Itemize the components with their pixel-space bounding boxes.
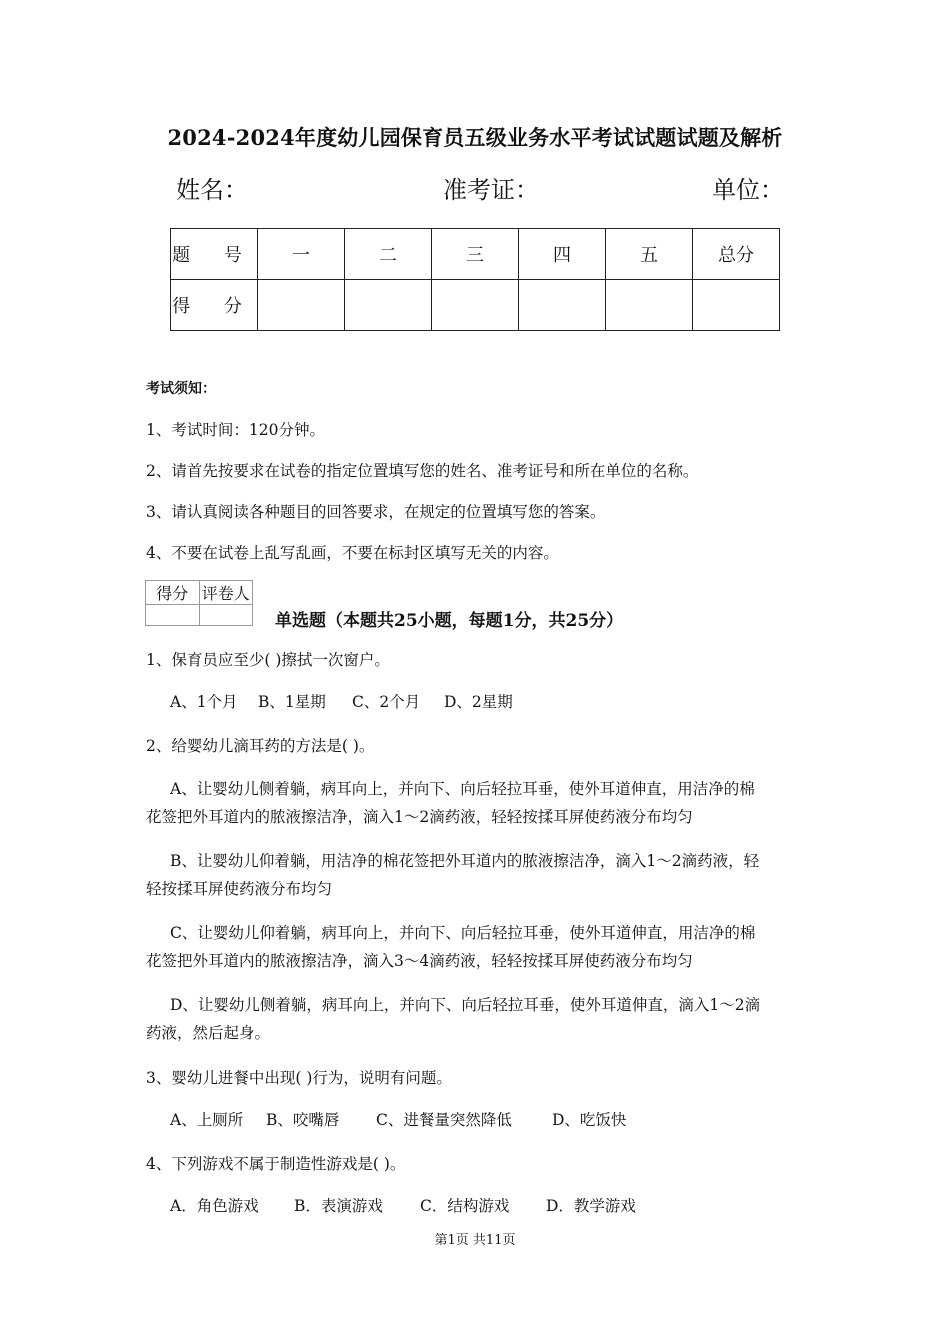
option-a-line-1: A、让婴幼儿侧着躺，病耳向上，并向下、向后轻拉耳垂，使外耳道伸直，用洁净的棉 <box>170 780 755 798</box>
option-d: D．教学游戏 <box>546 1197 636 1215</box>
option-c: C．结构游戏 <box>420 1197 510 1215</box>
notice-item: 4、不要在试卷上乱写乱画，不要在标封区填写无关的内容。 <box>146 544 559 562</box>
notice-heading: 考试须知： <box>146 381 216 397</box>
option-row <box>170 1108 626 1130</box>
score-table <box>170 228 780 331</box>
score-cell <box>432 280 519 331</box>
name-label: 姓名： <box>176 176 248 204</box>
notice-item: 2、请首先按要求在试卷的指定位置填写您的姓名、准考证号和所在单位的名称。 <box>146 462 699 480</box>
document-title: 2024-2024年度幼儿园保育员五级业务水平考试试题试题及解析 <box>167 125 783 150</box>
option-b: B、1星期 <box>258 693 326 711</box>
question-stem: 1、保育员应至少( )擦拭一次窗户。 <box>146 651 390 669</box>
unit-label: 单位： <box>712 176 784 204</box>
score-cell <box>519 280 606 331</box>
notice-item: 1、考试时间：120分钟。 <box>146 421 325 439</box>
option-d: D、2星期 <box>444 693 513 711</box>
page-footer: 第1页 共11页 <box>434 1233 516 1248</box>
score-label: 得 分 <box>171 280 258 331</box>
column-5: 五 <box>606 229 693 280</box>
option-a: A．角色游戏 <box>170 1197 259 1215</box>
option-row <box>170 690 513 712</box>
grader-score-cell <box>146 605 200 626</box>
question-stem: 4、下列游戏不属于制造性游戏是( )。 <box>146 1155 406 1173</box>
score-cell <box>258 280 345 331</box>
option-d: D、吃饭快 <box>552 1111 627 1129</box>
column-1: 一 <box>258 229 345 280</box>
option-b-line-2: 轻按揉耳屏使药液分布均匀 <box>146 880 333 898</box>
option-a: A、1个月 <box>170 693 238 711</box>
option-b-line-1: B、让婴幼儿仰着躺，用洁净的棉花签把外耳道内的脓液擦洁净，滴入1～2滴药液，轻 <box>170 852 760 870</box>
section-heading: 单选题（本题共25小题，每题1分，共25分） <box>275 611 624 631</box>
column-total: 总分 <box>693 229 780 280</box>
grader-reviewer-label: 评卷人 <box>199 581 253 605</box>
column-4: 四 <box>519 229 606 280</box>
score-table-header-row <box>171 229 780 280</box>
score-cell <box>606 280 693 331</box>
option-d-line-2: 药液，然后起身。 <box>146 1024 271 1042</box>
option-d-line-1: D、让婴幼儿侧着躺，病耳向上，并向下、向后轻拉耳垂，使外耳道伸直，滴入1～2滴 <box>170 996 761 1014</box>
option-b: B、咬嘴唇 <box>266 1111 340 1129</box>
option-c-line-2: 花签把外耳道内的脓液擦洁净，滴入3～4滴药液，轻轻按揉耳屏使药液分布均匀 <box>146 952 693 970</box>
grader-reviewer-cell <box>199 605 253 626</box>
score-cell <box>693 280 780 331</box>
option-c-line-1: C、让婴幼儿仰着躺，病耳向上，并向下、向后轻拉耳垂，使外耳道伸直，用洁净的棉 <box>170 924 756 942</box>
question-stem: 2、给婴幼儿滴耳药的方法是( )。 <box>146 737 375 755</box>
grader-score-label: 得分 <box>146 581 200 605</box>
question-stem: 3、婴幼儿进餐中出现( )行为，说明有问题。 <box>146 1069 452 1087</box>
option-c: C、进餐量突然降低 <box>376 1111 512 1129</box>
option-b: B．表演游戏 <box>294 1197 383 1215</box>
exam-id-label: 准考证： <box>443 176 539 204</box>
grader-box <box>145 580 253 626</box>
column-3: 三 <box>432 229 519 280</box>
column-2: 二 <box>345 229 432 280</box>
option-a-line-2: 花签把外耳道内的脓液擦洁净，滴入1～2滴药液，轻轻按揉耳屏使药液分布均匀 <box>146 808 693 826</box>
option-row <box>170 1194 636 1216</box>
score-table-score-row <box>171 280 780 331</box>
option-c: C、2个月 <box>352 693 421 711</box>
notice-item: 3、请认真阅读各种题目的回答要求，在规定的位置填写您的答案。 <box>146 503 606 521</box>
question-number-label: 题 号 <box>171 229 258 280</box>
option-a: A、上厕所 <box>170 1111 244 1129</box>
score-cell <box>345 280 432 331</box>
